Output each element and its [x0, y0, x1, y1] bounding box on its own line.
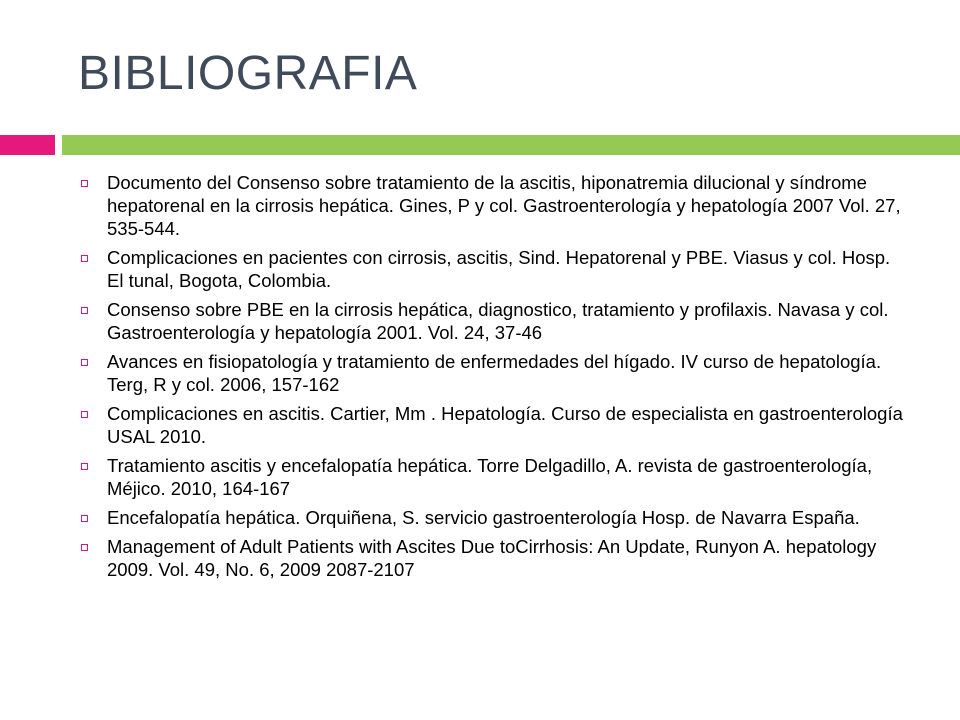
hollow-square-icon — [81, 180, 88, 187]
hollow-square-icon — [81, 359, 88, 366]
reference-text: Encefalopatía hepática. Orquiñena, S. servicio gastroenterología Hosp. de Navarra España. — [107, 507, 860, 528]
accent-bar-green — [62, 135, 960, 155]
reference-text: Consenso sobre PBE en la cirrosis hepática, diagnostico, tratamiento y profilaxis. Navasa y col. Gastroenterología y hepatología 2001. Vol. 24, 37-46 — [107, 299, 889, 343]
list-item — [78, 535, 908, 581]
list-item — [78, 171, 908, 240]
hollow-square-icon — [81, 463, 88, 470]
list-item — [78, 246, 908, 292]
list-item — [78, 350, 908, 396]
hollow-square-icon — [81, 515, 88, 522]
reference-text: Documento del Consenso sobre tratamiento de la ascitis, hiponatremia dilucional y síndrome hepatorenal en la cirrosis hepática. Gines, P y col. Gastroenterología y hepatología 2007 Vol. 27, 535-544. — [107, 172, 901, 239]
reference-list — [78, 171, 908, 587]
list-item — [78, 506, 908, 529]
accent-bar-pink — [0, 135, 55, 155]
hollow-square-icon — [81, 544, 88, 551]
reference-text: Tratamiento ascitis y encefalopatía hepática. Torre Delgadillo, A. revista de gastroenterología, Méjico. 2010, 164-167 — [107, 455, 873, 499]
hollow-square-icon — [81, 255, 88, 262]
reference-text: Management of Adult Patients with Ascites Due toCirrhosis: An Update, Runyon A. hepatology 2009. Vol. 49, No. 6, 2009 2087-2107 — [107, 536, 877, 580]
reference-text: Complicaciones en ascitis. Cartier, Mm . Hepatología. Curso de especialista en gastroenterología USAL 2010. — [107, 403, 903, 447]
list-item — [78, 298, 908, 344]
reference-text: Complicaciones en pacientes con cirrosis, ascitis, Sind. Hepatorenal y PBE. Viasus y col. Hosp. El tunal, Bogota, Colombia. — [107, 247, 891, 291]
hollow-square-icon — [81, 307, 88, 314]
slide-title: BIBLIOGRAFIA — [78, 47, 418, 100]
list-item — [78, 402, 908, 448]
reference-text: Avances en fisiopatología y tratamiento de enfermedades del hígado. IV curso de hepatología. Terg, R y col. 2006, 157-162 — [107, 351, 882, 395]
list-item — [78, 454, 908, 500]
hollow-square-icon — [81, 411, 88, 418]
